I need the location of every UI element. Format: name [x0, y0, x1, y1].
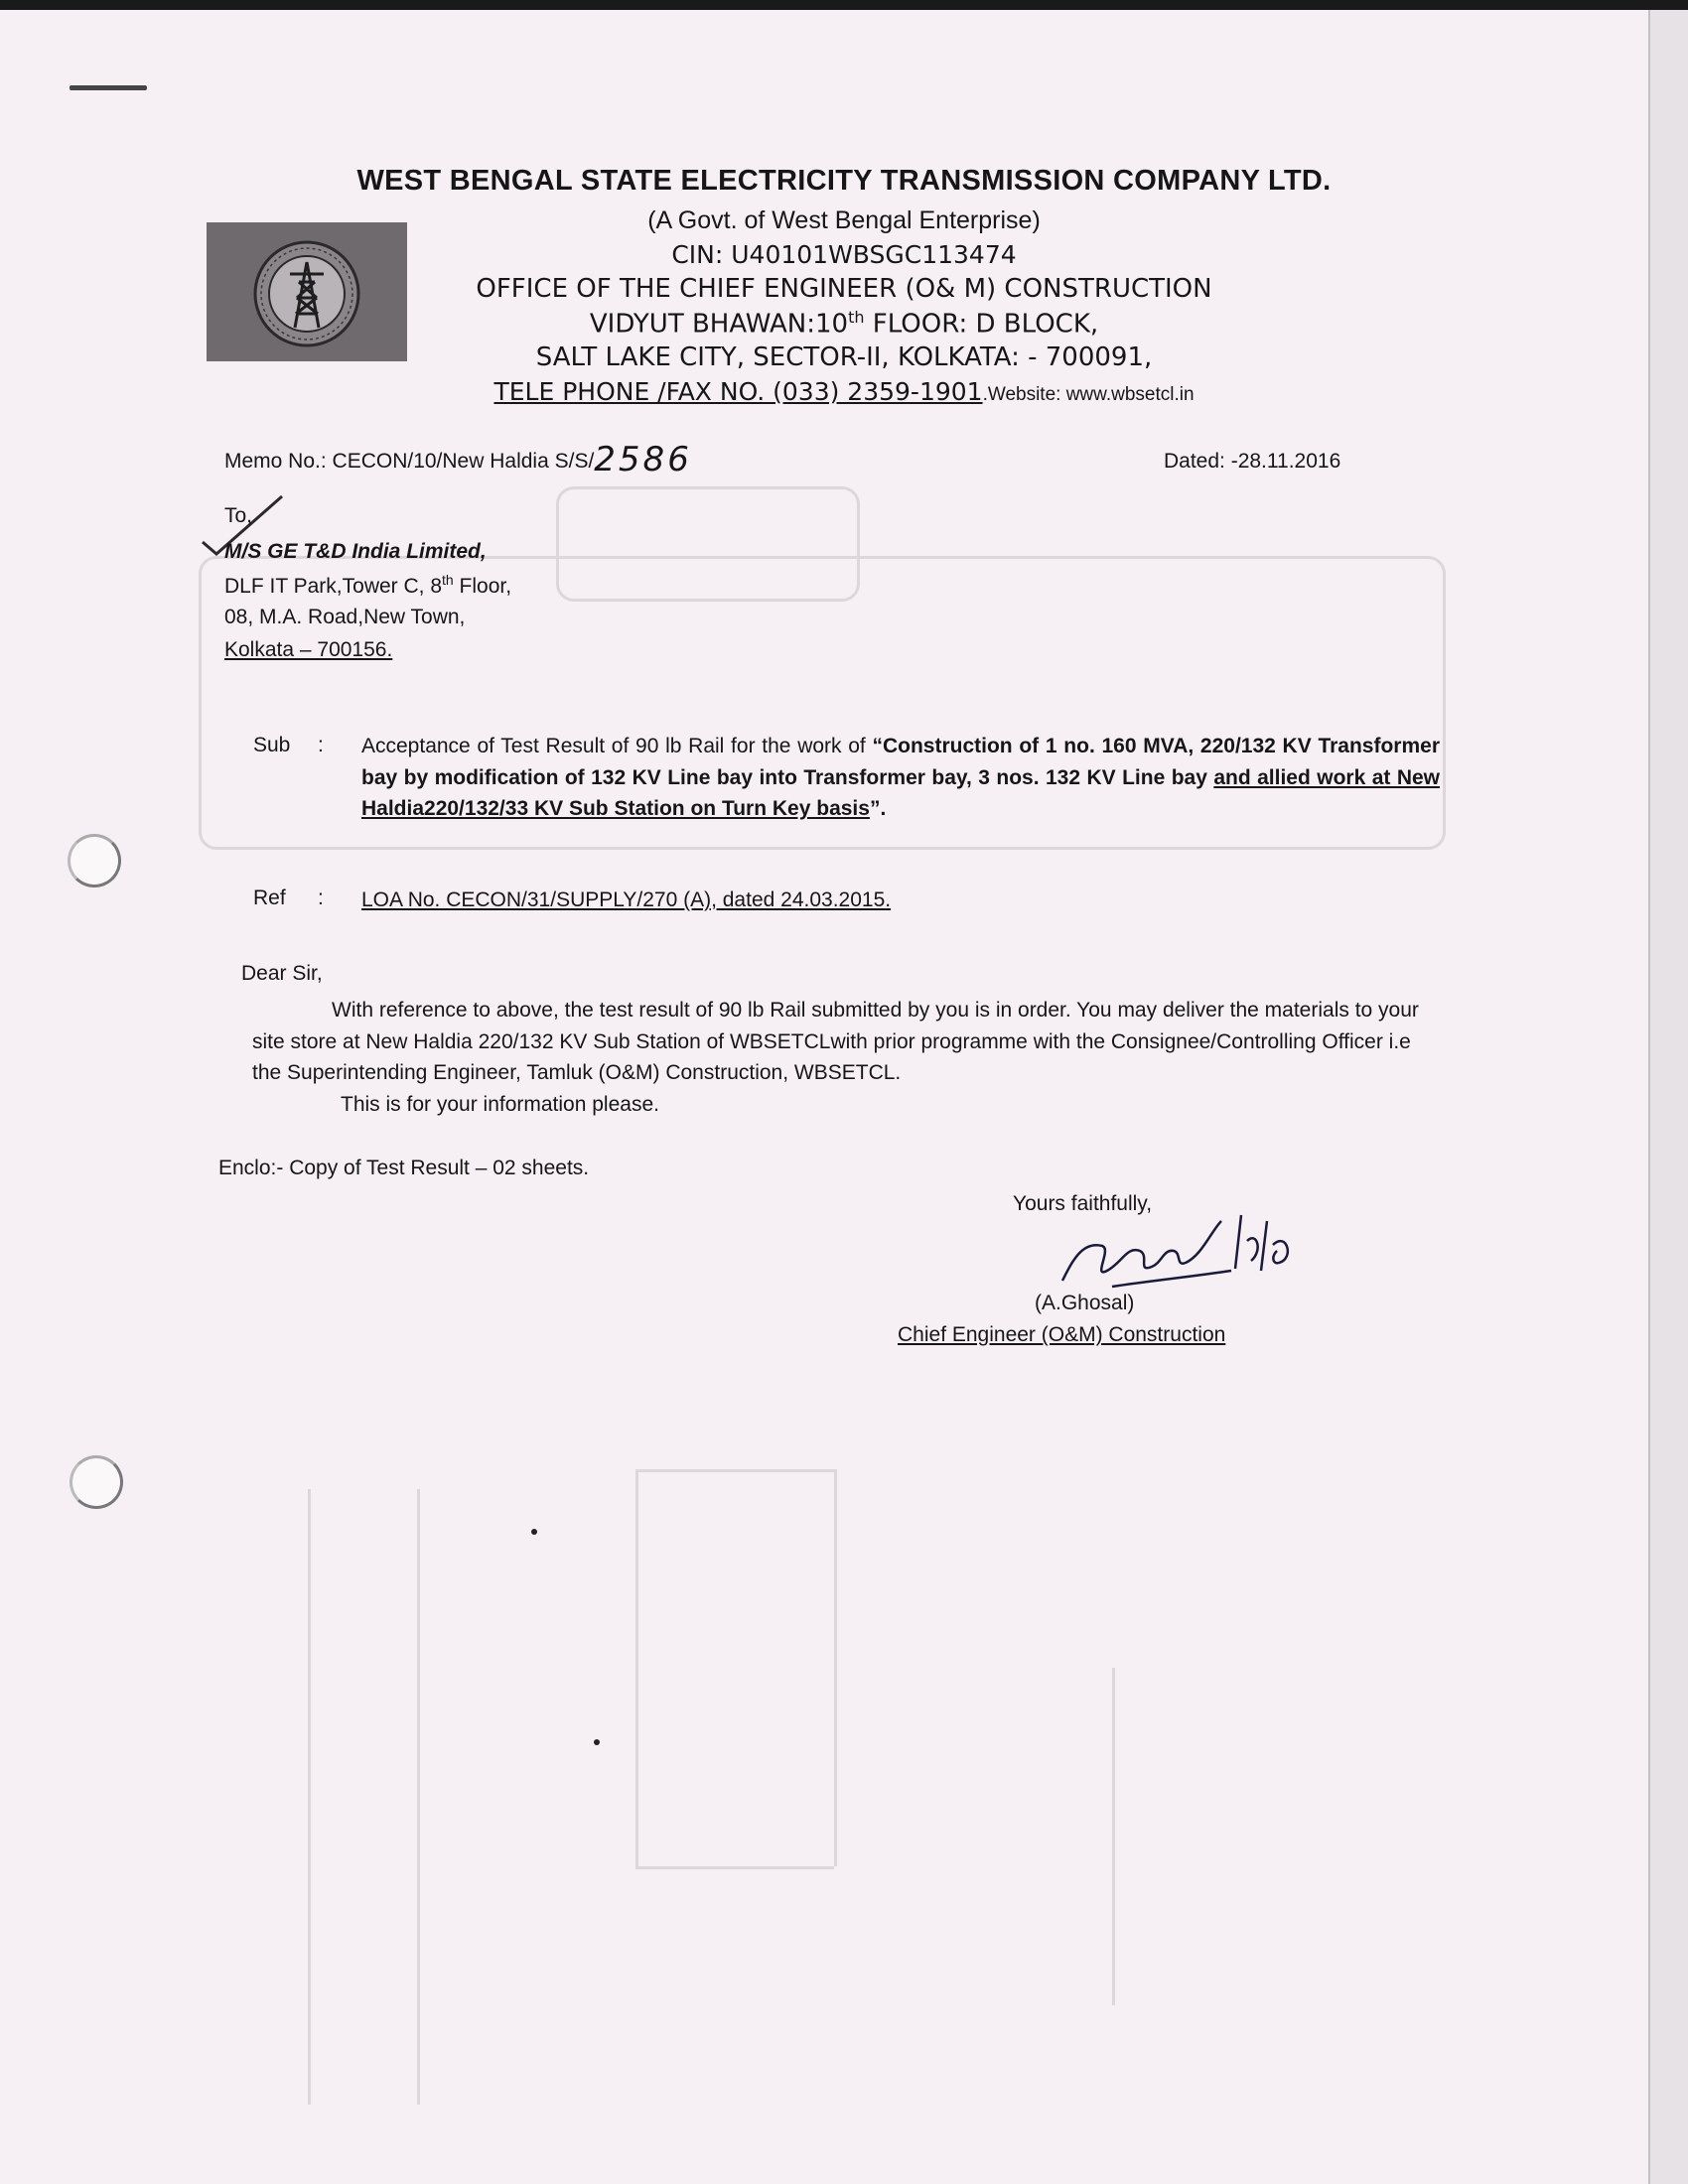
reference-text: LOA No. CECON/31/SUPPLY/270 (A), dated 24.03.2015. — [361, 888, 892, 911]
show-through-line — [1112, 1668, 1115, 2005]
office-title: OFFICE OF THE CHIEF ENGINEER (O& M) CONSTRUCTION — [476, 274, 1212, 304]
show-through-line — [635, 1469, 638, 1866]
address-line-1-sup: th — [848, 308, 865, 327]
scan-mark — [70, 85, 147, 90]
show-through-line — [635, 1469, 834, 1472]
company-subtitle: (A Govt. of West Bengal Enterprise) — [647, 206, 1041, 234]
punch-hole-top — [68, 834, 121, 887]
memo-number — [224, 439, 692, 481]
address-line-1-text: VIDYUT BHAWAN:10 — [589, 309, 849, 340]
subject-part-2: “Construction of 1 no. 160 MVA, 220/132 KV Transformer bay by modification of 132 KV Line bay into Transformer bay, 3 nos. 132 KV Line bay — [361, 735, 1440, 789]
enclosure-note: Enclo:- Copy of Test Result – 02 sheets. — [218, 1157, 590, 1179]
body-info-line: This is for your information please. — [341, 1093, 659, 1116]
subject-text — [361, 731, 1440, 825]
website: .Website: www.wbsetcl.in — [982, 384, 1195, 405]
recipient-address-1-rest: Floor, — [453, 575, 512, 598]
show-through-line — [417, 1489, 420, 2105]
salutation: Dear Sir, — [241, 962, 323, 985]
address-line-2: SALT LAKE CITY, SECTOR-II, KOLKATA: - 700091, — [535, 342, 1153, 372]
subject-label: Sub — [253, 734, 291, 756]
subject-part-1: Acceptance of Test Result of 90 lb Rail for the work of — [361, 735, 873, 757]
address-line-1-rest: FLOOR: D BLOCK, — [864, 309, 1099, 340]
address-line-1 — [0, 308, 1688, 340]
speck — [531, 1529, 537, 1535]
show-through-line — [635, 1866, 834, 1869]
subject-part-4: ”. — [869, 797, 887, 820]
speck — [594, 1739, 600, 1745]
recipient-address-1-sup: th — [442, 572, 454, 588]
recipient-address-2: 08, M.A. Road,New Town, — [224, 606, 466, 628]
show-through-line — [834, 1469, 837, 1866]
recipient-address-1-text: DLF IT Park,Tower C, 8 — [224, 575, 443, 598]
company-name: WEST BENGAL STATE ELECTRICITY TRANSMISSION COMPANY LTD. — [356, 165, 1332, 197]
signatory-name: (A.Ghosal) — [1035, 1292, 1135, 1314]
subject-part-3: and allied work at New Haldia220/132/33 KV Sub Station on Turn Key basis — [361, 765, 1441, 820]
show-through-line — [308, 1489, 311, 2105]
recipient-name: M/S GE T&D India Limited, — [224, 540, 487, 563]
contact-line — [0, 377, 1688, 406]
recipient-address-1 — [224, 572, 511, 600]
reference-label: Ref — [253, 887, 286, 909]
closing: Yours faithfully, — [1013, 1192, 1153, 1215]
memo-handwritten-number: 2586 — [594, 440, 692, 479]
handwritten-signature — [1053, 1201, 1301, 1300]
punch-hole-bottom — [70, 1455, 123, 1509]
recipient-address-3: Kolkata – 700156. — [224, 638, 393, 661]
memo-prefix: Memo No.: CECON/10/New Haldia S/S/ — [224, 450, 595, 473]
telephone-fax: TELE PHONE /FAX NO. (033) 2359-1901 — [493, 377, 983, 406]
body-paragraph: With reference to above, the test result of 90 lb Rail submitted by you is in order. You may deliver the materials to your site store at New Haldia 220/132 KV Sub Station of WBSETCLwith prior programme with the Consignee/Controlling Officer i.e the Superintending Engineer, Tamluk (O&M) Construction, WBSETCL. — [252, 999, 1419, 1084]
signatory-designation: Chief Engineer (O&M) Construction — [898, 1323, 1226, 1346]
reference-colon: : — [318, 887, 324, 909]
recipient-to: To, — [224, 504, 253, 527]
scan-top-border — [0, 0, 1688, 10]
company-cin: CIN: U40101WBSGC113474 — [671, 240, 1017, 269]
subject-colon: : — [318, 734, 324, 756]
memo-date: Dated: -28.11.2016 — [1164, 450, 1341, 473]
